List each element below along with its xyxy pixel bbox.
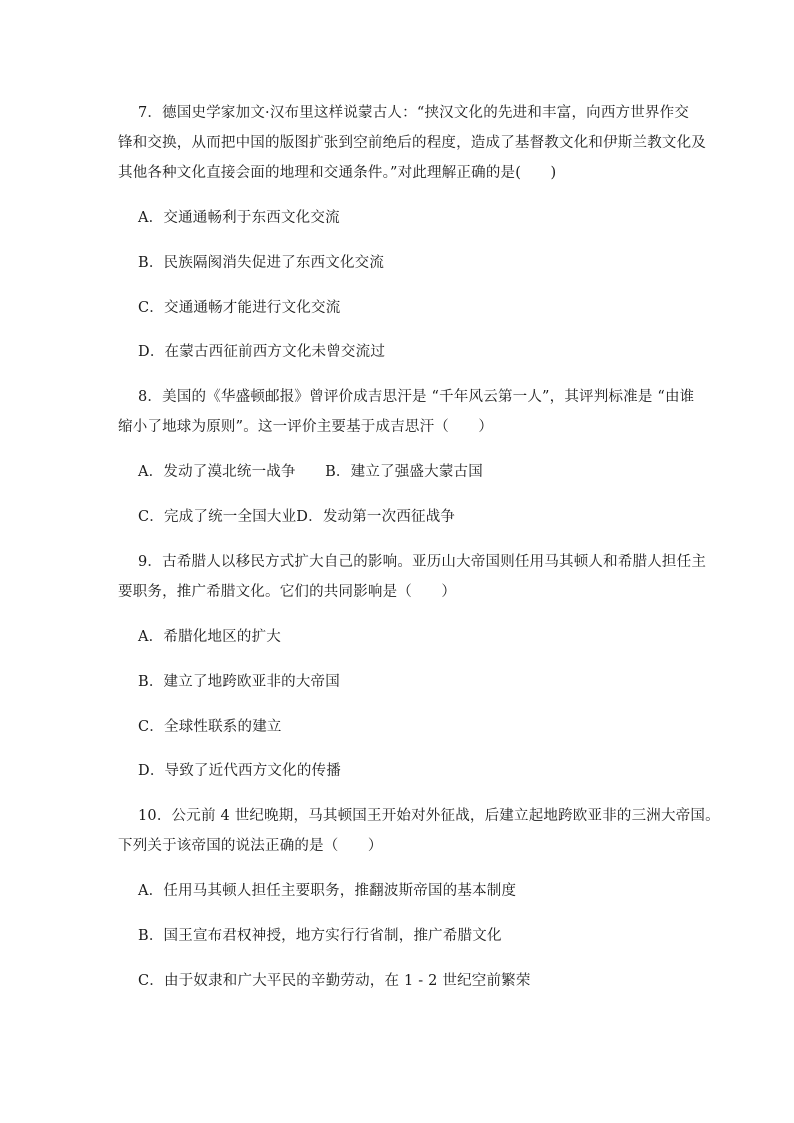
q9-option-c: C．全球性联系的建立 <box>138 719 282 735</box>
q10-option-a: A．任用马其顿人担任主要职务，推翻波斯帝国的基本制度 <box>138 883 517 899</box>
q9-stem-line-2: 要职务，推广希腊文化。它们的共同影响是（ ） <box>118 584 457 600</box>
q10-option-b: B．国王宣布君权神授，地方实行行省制，推广希腊文化 <box>138 928 502 944</box>
q10-stem-line-2: 下列关于该帝国的说法正确的是（ ） <box>118 838 383 854</box>
q7-option-b: B．民族隔阂消失促进了东西文化交流 <box>138 255 385 271</box>
q7-option-c: C．交通通畅才能进行文化交流 <box>138 300 341 316</box>
q8-stem-line-2: 缩小了地球为原则”。这一评价主要基于成吉思汗（ ） <box>118 419 494 435</box>
q7-stem-line-2: 锋和交换，从而把中国的版图扩张到空前绝后的程度，造成了基督教文化和伊斯兰教文化及 <box>118 135 706 151</box>
q7-option-d: D．在蒙古西征前西方文化未曾交流过 <box>138 344 386 360</box>
q8-stem-line-1: 8．美国的《华盛顿邮报》曾评价成吉思汗是 “千年风云第一人”，其评判标准是 “由谁 <box>138 389 695 405</box>
q10-option-c: C．由于奴隶和广大平民的辛勤劳动，在 1 - 2 世纪空前繁荣 <box>138 973 531 989</box>
q9-stem-line-1: 9．古希腊人以移民方式扩大自己的影响。亚历山大帝国则任用马其顿人和希腊人担任主 <box>138 554 707 570</box>
q7-stem-line-3: 其他各种文化直接会面的地理和交通条件。”对此理解正确的是( ) <box>118 165 557 181</box>
q9-option-b: B．建立了地跨欧亚非的大帝国 <box>138 674 340 690</box>
q9-option-a: A．希腊化地区的扩大 <box>138 629 281 645</box>
q8-options-row-2: C．完成了统一全国大业D．发动第一次西征战争 <box>138 509 456 525</box>
q8-options-row-1: A．发动了漠北统一战争 B．建立了强盛大蒙古国 <box>138 464 483 480</box>
q9-option-d: D．导致了近代西方文化的传播 <box>138 763 341 779</box>
q7-stem-line-1: 7．德国史学家加文·汉布里这样说蒙古人：“挟汉文化的先进和丰富，向西方世界作交 <box>138 105 690 121</box>
q10-stem-line-1: 10．公元前 4 世纪晚期，马其顿国王开始对外征战，后建立起地跨欧亚非的三洲大帝国。 <box>138 808 720 824</box>
q7-option-a: A．交通通畅利于东西文化交流 <box>138 210 340 226</box>
